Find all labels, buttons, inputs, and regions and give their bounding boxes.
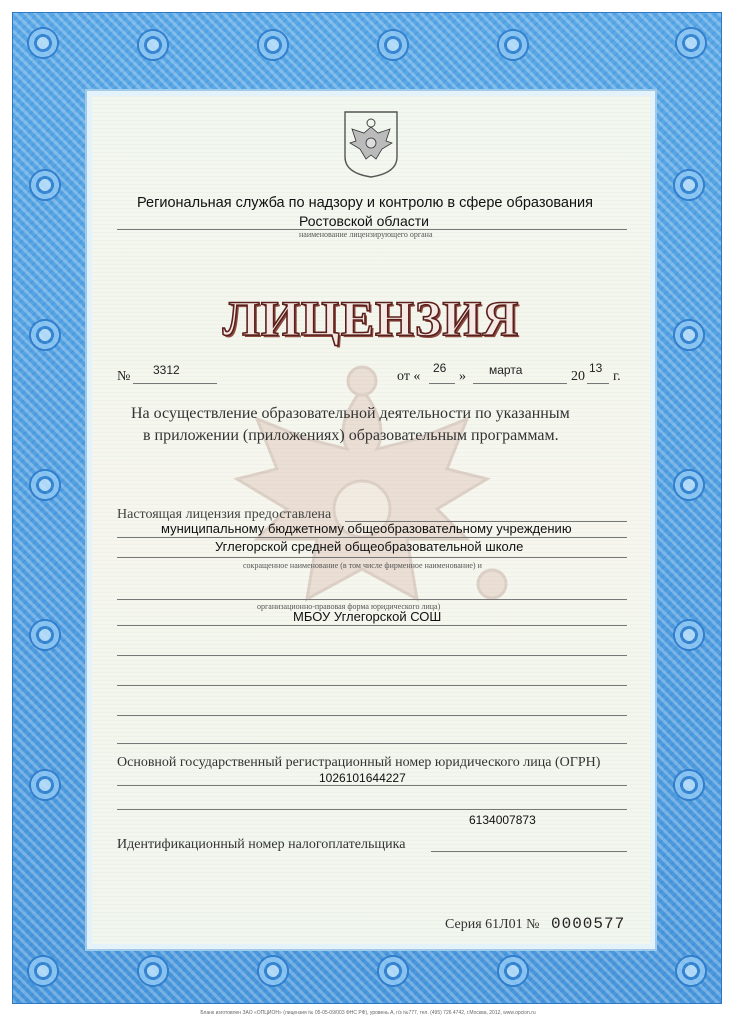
border-rosette-icon — [667, 613, 711, 657]
border-rosette-icon — [667, 313, 711, 357]
inn-underline — [431, 851, 627, 852]
caption-legal-form: организационно-правовая форма юридического лица) — [257, 602, 441, 611]
license-body — [85, 89, 657, 951]
border-rosette-icon — [21, 949, 65, 993]
date-quote-close: » — [459, 369, 466, 384]
border-rosette-icon — [23, 463, 67, 507]
ogrn-label: Основной государственный регистрационный номер юридического лица (ОГРН) — [117, 755, 601, 770]
border-rosette-icon — [667, 463, 711, 507]
year-label: г. — [613, 369, 621, 384]
year-underline — [587, 383, 609, 384]
border-rosette-icon — [667, 763, 711, 807]
border-rosette-icon — [23, 763, 67, 807]
border-rosette-icon — [667, 163, 711, 207]
purpose-line2: в приложении (приложениях) образовательным программам. — [143, 427, 559, 444]
license-number: 3312 — [153, 363, 180, 377]
licensee-underline-7 — [117, 685, 627, 686]
border-rosette-icon — [21, 21, 65, 65]
number-label: № — [117, 369, 131, 384]
authority-name-line2: Ростовской области — [299, 213, 429, 229]
licensee-underline-9 — [117, 743, 627, 744]
purpose-line1: На осуществление образовательной деятельности по указанным — [131, 405, 570, 422]
document-title: ЛИЦЕНЗИЯ — [222, 290, 520, 346]
licensee-label: Настоящая лицензия предоставлена — [117, 507, 332, 522]
date-day: 26 — [433, 361, 447, 375]
border-rosette-icon — [251, 23, 295, 67]
border-rosette-icon — [491, 949, 535, 993]
ogrn-underline-2 — [117, 809, 627, 810]
border-rosette-icon — [371, 23, 415, 67]
licensee-name-line2: Углегорской средней общеобразовательной школе — [215, 539, 524, 554]
border-rosette-icon — [371, 949, 415, 993]
border-rosette-icon — [23, 613, 67, 657]
coat-of-arms-icon — [342, 109, 400, 179]
caption-short-name: сокращенное наименование (в том числе фирменное наименование) и — [243, 561, 482, 570]
number-underline — [133, 383, 217, 384]
border-rosette-icon — [669, 21, 713, 65]
licensee-underline-4 — [117, 599, 627, 600]
inn-value: 6134007873 — [469, 813, 536, 827]
licensee-underline-8 — [117, 715, 627, 716]
year-prefix: 20 — [571, 369, 585, 384]
border-rosette-icon — [491, 23, 535, 67]
licensee-underline-5 — [117, 625, 627, 626]
licensee-underline-2 — [117, 537, 627, 538]
ogrn-value: 1026101644227 — [319, 771, 406, 785]
printer-footnote: Бланк изготовлен ЗАО «ОПЦИОН» (лицензия № 05-05-09/003 ФНС РФ), уровень А, г/з №777, тел. (495) 726 4742, г.Москва, 2012, www.opcion.ru — [200, 1010, 536, 1016]
licensee-underline-3 — [117, 557, 627, 558]
border-rosette-icon — [23, 163, 67, 207]
licensee-short-name: МБОУ Углегорской СОШ — [293, 609, 442, 624]
border-rosette-icon — [131, 949, 175, 993]
border-rosette-icon — [131, 23, 175, 67]
day-underline — [429, 383, 455, 384]
series-number: 0000577 — [551, 915, 626, 933]
authority-caption: наименование лицензирующего органа — [299, 230, 433, 239]
border-rosette-icon — [669, 949, 713, 993]
border-rosette-icon — [251, 949, 295, 993]
licensee-underline-6 — [117, 655, 627, 656]
border-rosette-icon — [23, 313, 67, 357]
year-suffix: 13 — [589, 361, 603, 375]
inn-label: Идентификационный номер налогоплательщика — [117, 837, 406, 852]
licensee-name-line1: муниципальному бюджетному общеобразовательному учреждению — [161, 521, 572, 536]
authority-name-line1: Региональная служба по надзору и контролю в сфере образования — [137, 195, 593, 211]
series-label: Серия 61Л01 № — [445, 917, 540, 932]
month-underline — [473, 383, 567, 384]
date-from-label: от « — [397, 369, 421, 384]
license-blank-border — [12, 12, 722, 1004]
date-month: марта — [489, 363, 523, 377]
ogrn-underline — [117, 785, 627, 786]
